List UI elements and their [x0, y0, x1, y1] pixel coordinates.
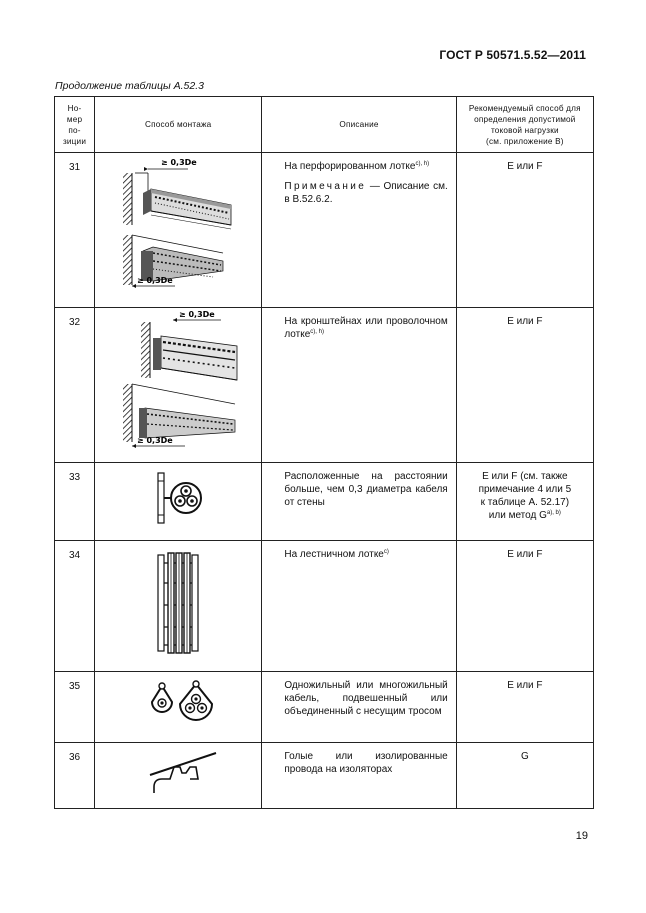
description-main: На кронштейнах или проволочном лотке — [284, 316, 448, 340]
table-caption: Продолжение таблицы А.52.3 — [55, 80, 204, 92]
row-description — [262, 153, 456, 308]
row-number: 31 — [55, 153, 95, 308]
method-line: к таблице А. 52.17) — [480, 497, 570, 508]
perforated-tray-diagram — [113, 153, 243, 301]
ladder-tray-diagram — [118, 549, 238, 659]
header-number-line: по- — [68, 125, 81, 135]
spaced-cable-diagram — [118, 463, 238, 537]
footnote-ref: a), b) — [546, 510, 561, 516]
header-number-line: Но- — [67, 103, 82, 113]
row-figure — [95, 743, 262, 809]
header-recommended-line: токовой нагрузки — [490, 125, 559, 135]
row-method — [456, 672, 593, 743]
row-number: 36 — [55, 743, 95, 809]
clearance-label: ≥ 0,3De — [137, 436, 173, 445]
row-method — [456, 743, 593, 809]
description-text — [284, 160, 447, 173]
note-label: Примечание — [284, 181, 367, 192]
description-text: Одножильный или многожильный кабель, подвешенный или объединенный с несущим тросом — [284, 680, 448, 717]
method-line: G — [520, 751, 529, 762]
row-description — [262, 541, 456, 672]
row-figure — [95, 308, 262, 463]
note-text: — Описание см. в В.52.6.2. — [284, 181, 448, 205]
method-line: Е или F — [507, 549, 543, 560]
row-figure — [95, 672, 262, 743]
row-figure — [95, 153, 262, 308]
header-recommended-line: Рекомендуемый способ для — [468, 103, 581, 113]
method-line: Е или F — [507, 680, 543, 691]
row-description — [262, 463, 456, 541]
description-text — [284, 315, 447, 341]
header-recommended — [456, 97, 593, 153]
row-method — [456, 153, 593, 308]
description-text: Голые или изолированные провода на изоляторах — [284, 751, 448, 775]
row-description — [262, 308, 456, 463]
row-number: 32 — [55, 308, 95, 463]
table-row — [55, 743, 594, 809]
note — [284, 180, 447, 206]
header-method: Способ монтажа — [95, 97, 262, 153]
description-text — [284, 548, 447, 561]
header-recommended-line: определения допустимой — [474, 114, 576, 124]
row-method — [456, 463, 593, 541]
row-method — [456, 308, 593, 463]
row-description — [262, 743, 456, 809]
row-figure — [95, 463, 262, 541]
method-line: примечание 4 или 5 — [478, 484, 572, 495]
insulator-wires-diagram — [118, 743, 238, 797]
footnote-ref: c), h) — [415, 161, 430, 167]
clearance-label: ≥ 0,3De — [161, 158, 197, 167]
header-number-line: зиции — [62, 136, 87, 146]
description-main: На перфорированном лотке — [284, 161, 416, 172]
row-number: 34 — [55, 541, 95, 672]
installation-methods-table — [54, 96, 594, 809]
catenary-cable-diagram — [118, 672, 238, 732]
footnote-ref: c), h) — [310, 329, 324, 335]
header-recommended-line: (см. приложение В) — [486, 136, 564, 146]
method-line: Е или F (см. также — [482, 471, 568, 482]
row-method — [456, 541, 593, 672]
clearance-label: ≥ 0,3De — [179, 310, 215, 319]
description-main: На лестничном лотке — [284, 549, 384, 560]
table-header-row — [55, 97, 594, 153]
table-row — [55, 153, 594, 308]
method-line: Е или F — [507, 161, 543, 172]
document-header: ГОСТ Р 50571.5.52—2011 — [439, 48, 586, 62]
description-text: Расположенные на расстоянии больше, чем 0,3 диаметра кабеля от стены — [284, 471, 448, 508]
table-row — [55, 463, 594, 541]
clearance-label: ≥ 0,3De — [137, 276, 173, 285]
footnote-ref: c) — [383, 549, 389, 555]
row-description — [262, 672, 456, 743]
row-number: 35 — [55, 672, 95, 743]
method-line — [457, 509, 593, 522]
page-number: 19 — [575, 830, 588, 842]
bracket-tray-diagram — [113, 308, 243, 456]
method-line: Е или F — [507, 316, 543, 327]
row-figure — [95, 541, 262, 672]
header-description: Описание — [262, 97, 456, 153]
table-row — [55, 541, 594, 672]
header-number — [55, 97, 95, 153]
row-number: 33 — [55, 463, 95, 541]
header-number-line: мер — [66, 114, 83, 124]
table-row — [55, 672, 594, 743]
method-text: или метод G — [488, 510, 547, 521]
table-row — [55, 308, 594, 463]
